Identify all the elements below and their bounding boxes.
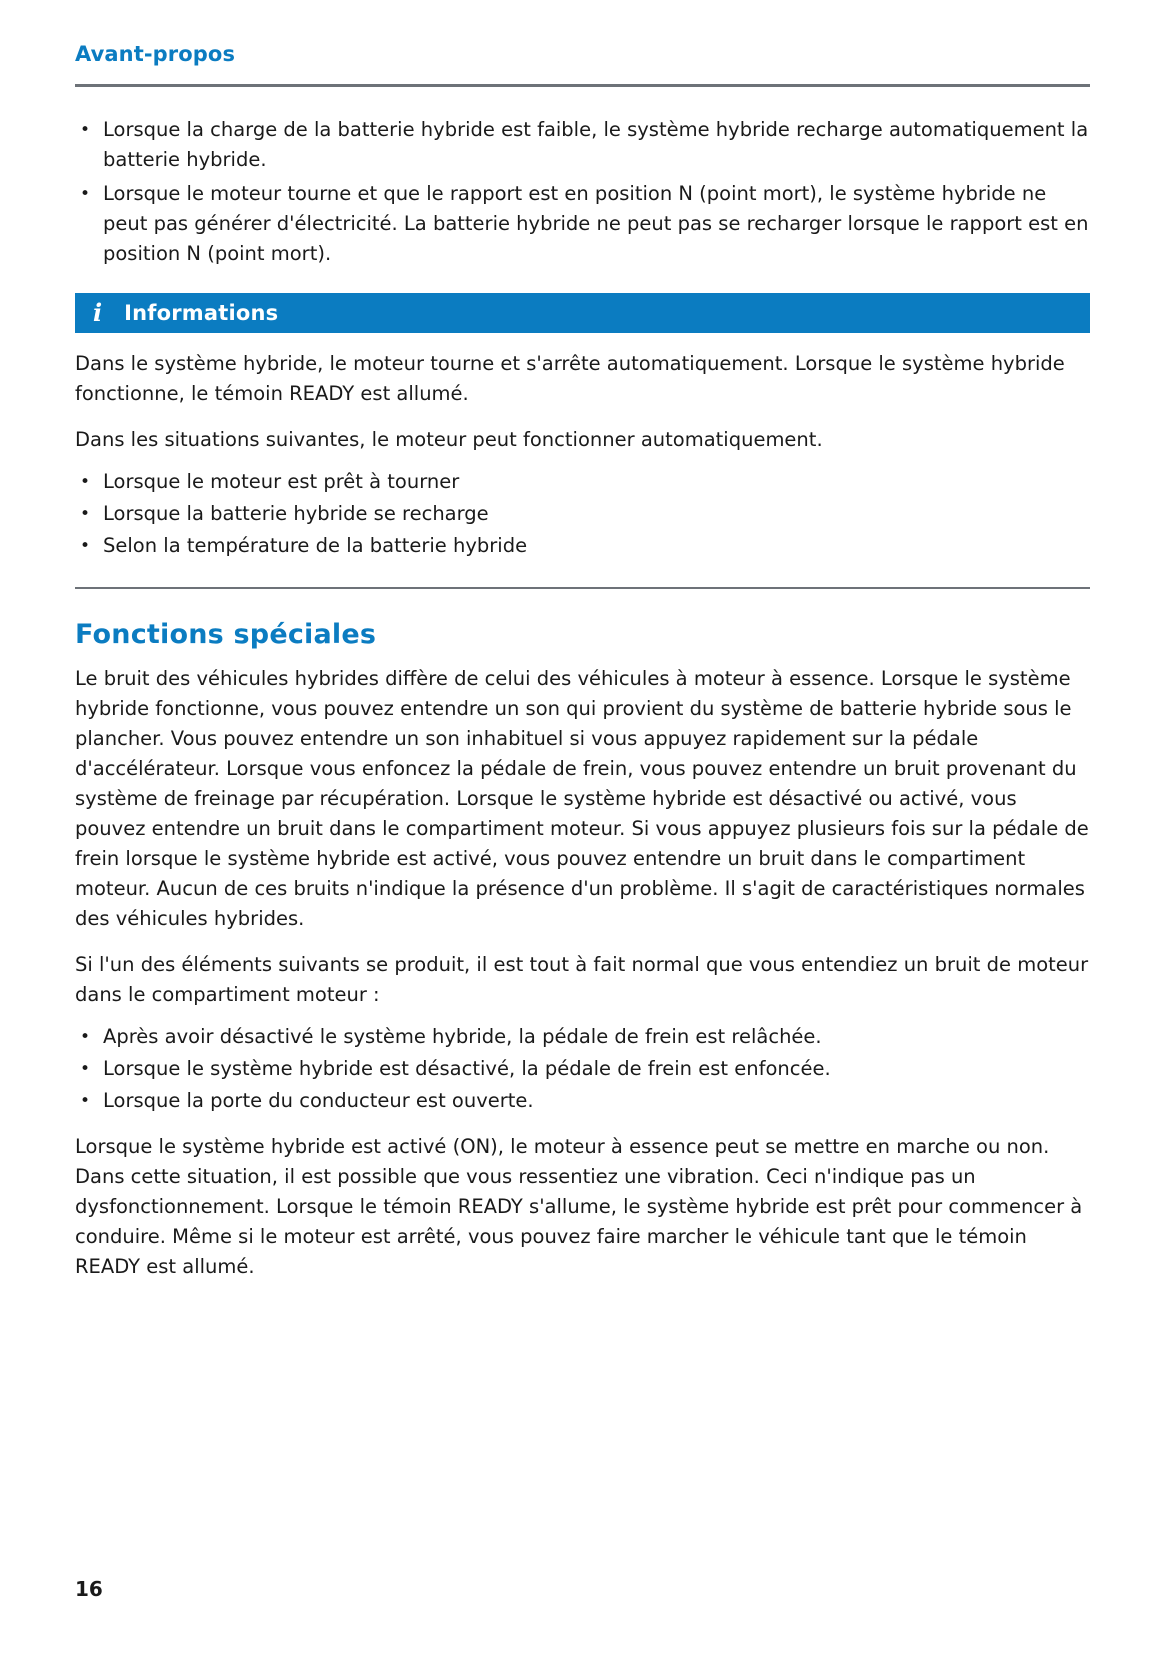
section-divider [75,587,1090,589]
section-paragraph-3: Lorsque le système hybride est activé (ON), le moteur à essence peut se mettre en marche ou non. Dans cette situation, il est possible que vous ressentiez une vibration. Ceci n'indique pas un dysfonctionnement. Lorsque le témoin READY s'allume, le système hybride est prêt pour commencer à conduire. Même si le moteur est arrêté, vous pouvez faire marcher le véhicule tant que le témoin READY est allumé. [75,1135,1083,1278]
list-item: • Lorsque la charge de la batterie hybride est faible, le système hybride recharge automatiquement la batterie hybride. [75,115,1090,175]
info-icon: i [93,298,103,327]
info-callout-title: Informations [124,301,279,325]
list-item: • Lorsque le système hybride est désactivé, la pédale de frein est enfoncée. [75,1054,1090,1084]
list-item: • Lorsque la porte du conducteur est ouverte. [75,1086,1090,1116]
chapter-title: Avant-propos [75,42,236,66]
list-item: • Lorsque le moteur tourne et que le rapport est en position N (point mort), le système hybride ne peut pas générer d'électricité. La batterie hybride ne peut pas se recharger lorsque le rapport est en position N (point mort). [75,179,1090,269]
page-number: 16 [75,1577,103,1601]
section-heading: Fonctions spéciales [75,619,377,650]
list-item: • Lorsque la batterie hybride se recharge [75,499,1090,529]
page-content [75,87,1090,1282]
info-paragraph-1: Dans le système hybride, le moteur tourne et s'arrête automatiquement. Lorsque le système hybride fonctionne, le témoin READY est allumé. [75,352,1065,405]
section-paragraph-1: Le bruit des véhicules hybrides diffère de celui des véhicules à moteur à essence. Lorsque le système hybride fonctionne, vous pouvez entendre un son qui provient du système de batterie hybride sous le plancher. Vous pouvez entendre un son inhabituel si vous appuyez rapidement sur la pédale d'accélérateur. Lorsque vous enfoncez la pédale de frein, vous pouvez entendre un bruit provenant du système de freinage par récupération. Lorsque le système hybride est désactivé ou activé, vous pouvez entendre un bruit dans le compartiment moteur. Si vous appuyez plusieurs fois sur la pédale de frein lorsque le système hybride est activé, vous pouvez entendre un bruit dans le compartiment moteur. Aucun de ces bruits n'indique la présence d'un problème. Il s'agit de caractéristiques normales des véhicules hybrides. [75,667,1089,930]
section-paragraph-2: Si l'un des éléments suivants se produit, il est tout à fait normal que vous entendiez un bruit de moteur dans le compartiment moteur : [75,953,1089,1006]
intro-bullet-list [75,115,1090,269]
list-item: • Après avoir désactivé le système hybride, la pédale de frein est relâchée. [75,1022,1090,1052]
info-callout-header [75,293,1090,333]
info-bullet-list [75,467,1090,561]
section-bullet-list [75,1022,1090,1116]
page-header [75,0,1090,87]
list-item: • Selon la température de la batterie hybride [75,531,1090,561]
list-item: • Lorsque le moteur est prêt à tourner [75,467,1090,497]
info-paragraph-2: Dans les situations suivantes, le moteur peut fonctionner automatiquement. [75,428,823,451]
